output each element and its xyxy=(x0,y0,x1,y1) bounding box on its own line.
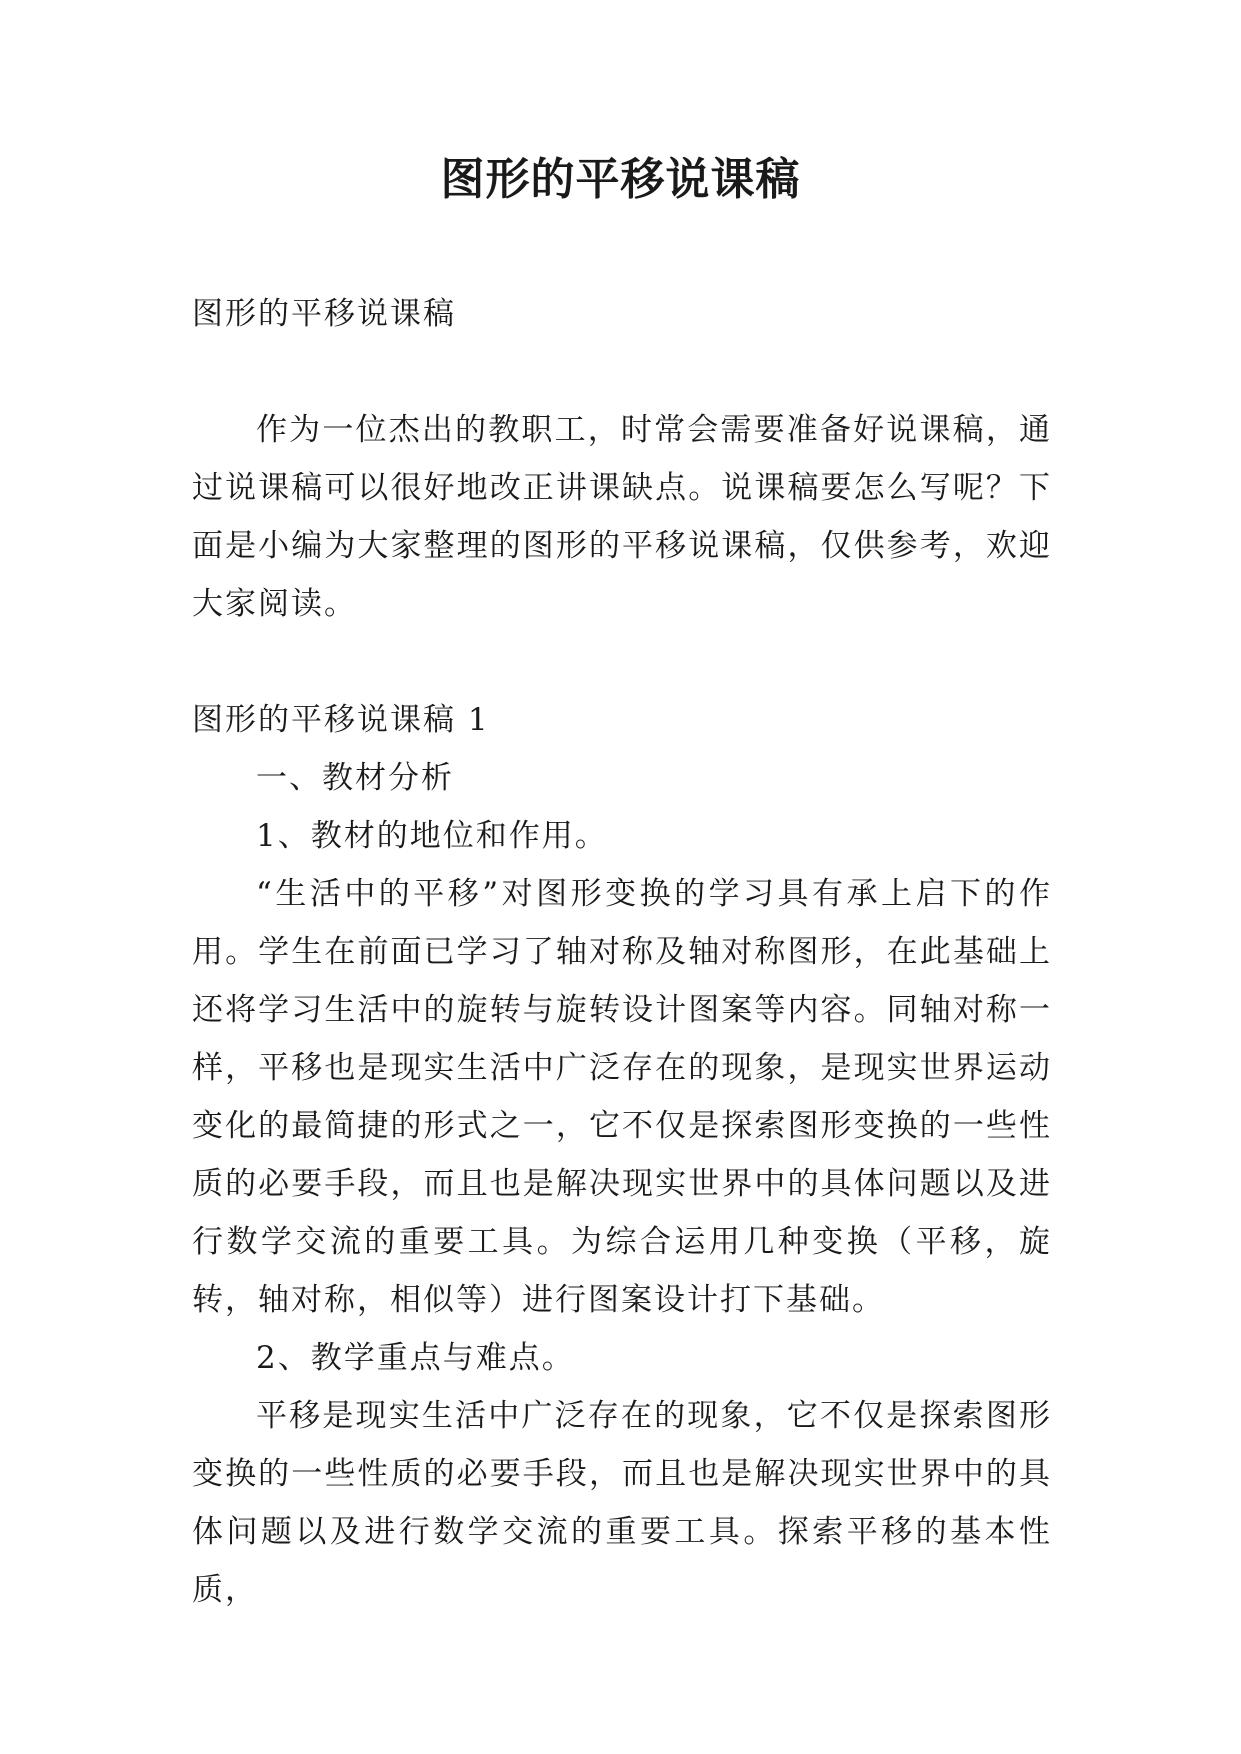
subsection-heading: 1、教材的地位和作用。 xyxy=(256,818,608,854)
subtitle-paragraph: 图形的平移说课稿 xyxy=(192,296,456,332)
document-body xyxy=(192,285,1052,1619)
document-title: 图形的平移说课稿 xyxy=(440,154,801,205)
section-heading: 图形的平移说课稿 1 xyxy=(192,702,490,738)
body-paragraph: “生活中的平移”对图形变换的学习具有承上启下的作用。学生在前面已学习了轴对称及轴对称图形，在此基础上还将学习生活中的旋转与旋转设计图案等内容。同轴对称一样，平移也是现实生活中广泛存在的现象，是现实世界运动变化的最简捷的形式之一，它不仅是探索图形变换的一些性质的必要手段，而且也是解决现实世界中的具体问题以及进行数学交流的重要工具。为综合运用几种变换（平移，旋转，轴对称，相似等）进行图案设计打下基础。 xyxy=(192,876,1052,1318)
intro-paragraph: 作为一位杰出的教职工，时常会需要准备好说课稿，通过说课稿可以很好地改正讲课缺点。说课稿要怎么写呢？下面是小编为大家整理的图形的平移说课稿，仅供参考，欢迎大家阅读。 xyxy=(192,412,1052,622)
body-paragraph: 平移是现实生活中广泛存在的现象，它不仅是探索图形变换的一些性质的必要手段，而且也是解决现实世界中的具体问题以及进行数学交流的重要工具。探索平移的基本性质， xyxy=(192,1398,1052,1608)
subsection-heading: 2、教学重点与难点。 xyxy=(256,1340,575,1376)
chapter-heading: 一、教材分析 xyxy=(256,760,454,796)
